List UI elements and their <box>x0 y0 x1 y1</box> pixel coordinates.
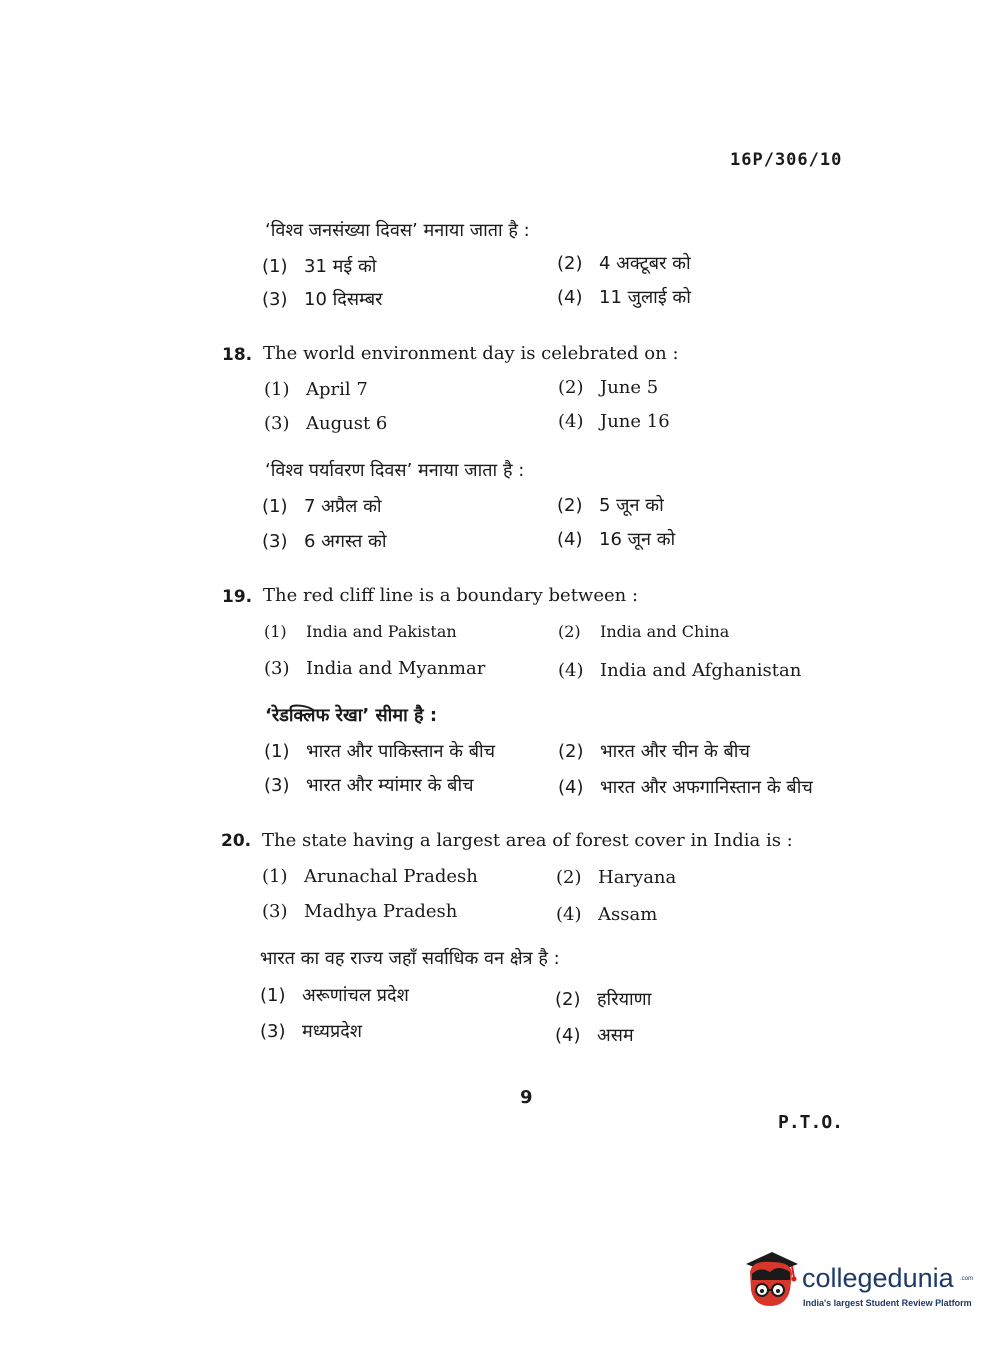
option-1: (1) 31 मई को <box>262 256 377 277</box>
question-stem-hindi: भारत का वह राज्य जहाँ सर्वाधिक वन क्षेत्र है : <box>260 948 560 969</box>
question-number: 20. <box>221 831 252 851</box>
brand-name: collegedunia <box>802 1263 954 1293</box>
option-3-hindi: (3) भारत और म्यांमार के बीच <box>264 775 474 796</box>
question-stem: The world environment day is celebrated on : <box>263 343 679 364</box>
question-number: 19. <box>222 587 253 607</box>
option-3: (3) Madhya Pradesh <box>262 901 458 922</box>
paper-code: 16P/306/10 <box>730 150 843 170</box>
option-1-hindi: (1) अरूणांचल प्रदेश <box>260 985 409 1006</box>
page-number: 9 <box>520 1087 533 1108</box>
graduate-mascot-icon <box>742 1250 800 1312</box>
question-stem-hindi: ‘विश्व पर्यावरण दिवस’ मनाया जाता है : <box>265 460 525 481</box>
option-3: (3) 10 दिसम्बर <box>262 289 383 310</box>
option-1: (1) April 7 <box>264 379 368 400</box>
option-1: (1) Arunachal Pradesh <box>262 866 478 887</box>
option-2: (2) 4 अक्टूबर को <box>557 253 691 274</box>
option-2: (2) India and China <box>558 622 730 641</box>
question-stem-hindi: ‘रेडक्लिफ रेखा’ सीमा है : <box>265 705 438 726</box>
question-stem-hindi: ‘विश्व जनसंख्या दिवस’ मनाया जाता है : <box>265 220 530 241</box>
option-4-hindi: (4) असम <box>555 1025 634 1046</box>
brand-dotcom: .com <box>960 1276 974 1282</box>
question-number: 18. <box>222 345 253 365</box>
option-3-hindi: (3) मध्यप्रदेश <box>260 1021 363 1042</box>
option-2-hindi: (2) भारत और चीन के बीच <box>558 741 750 762</box>
option-2: (2) June 5 <box>558 377 659 398</box>
option-2: (2) Haryana <box>556 867 677 888</box>
option-3-hindi: (3) 6 अगस्त को <box>262 531 387 552</box>
option-4-hindi: (4) भारत और अफगानिस्तान के बीच <box>558 777 813 798</box>
option-1-hindi: (1) भारत और पाकिस्तान के बीच <box>264 741 496 762</box>
pto-label: P.T.O. <box>778 1112 844 1133</box>
option-2-hindi: (2) 5 जून को <box>557 495 664 516</box>
option-1-hindi: (1) 7 अप्रैल को <box>262 496 382 517</box>
option-3: (3) India and Myanmar <box>264 658 486 679</box>
option-4-hindi: (4) 16 जून को <box>557 529 676 550</box>
option-4: (4) 11 जुलाई को <box>557 287 691 308</box>
question-stem: The state having a largest area of forest cover in India is : <box>262 830 793 851</box>
option-2-hindi: (2) हरियाणा <box>555 989 652 1010</box>
brand-tagline: India's largest Student Review Platform <box>803 1298 972 1308</box>
option-3: (3) August 6 <box>264 413 388 434</box>
question-stem: The red cliff line is a boundary between : <box>263 585 639 606</box>
option-4: (4) June 16 <box>558 411 670 432</box>
option-4: (4) Assam <box>556 904 658 925</box>
option-1: (1) India and Pakistan <box>264 622 457 641</box>
option-4: (4) India and Afghanistan <box>558 660 802 681</box>
